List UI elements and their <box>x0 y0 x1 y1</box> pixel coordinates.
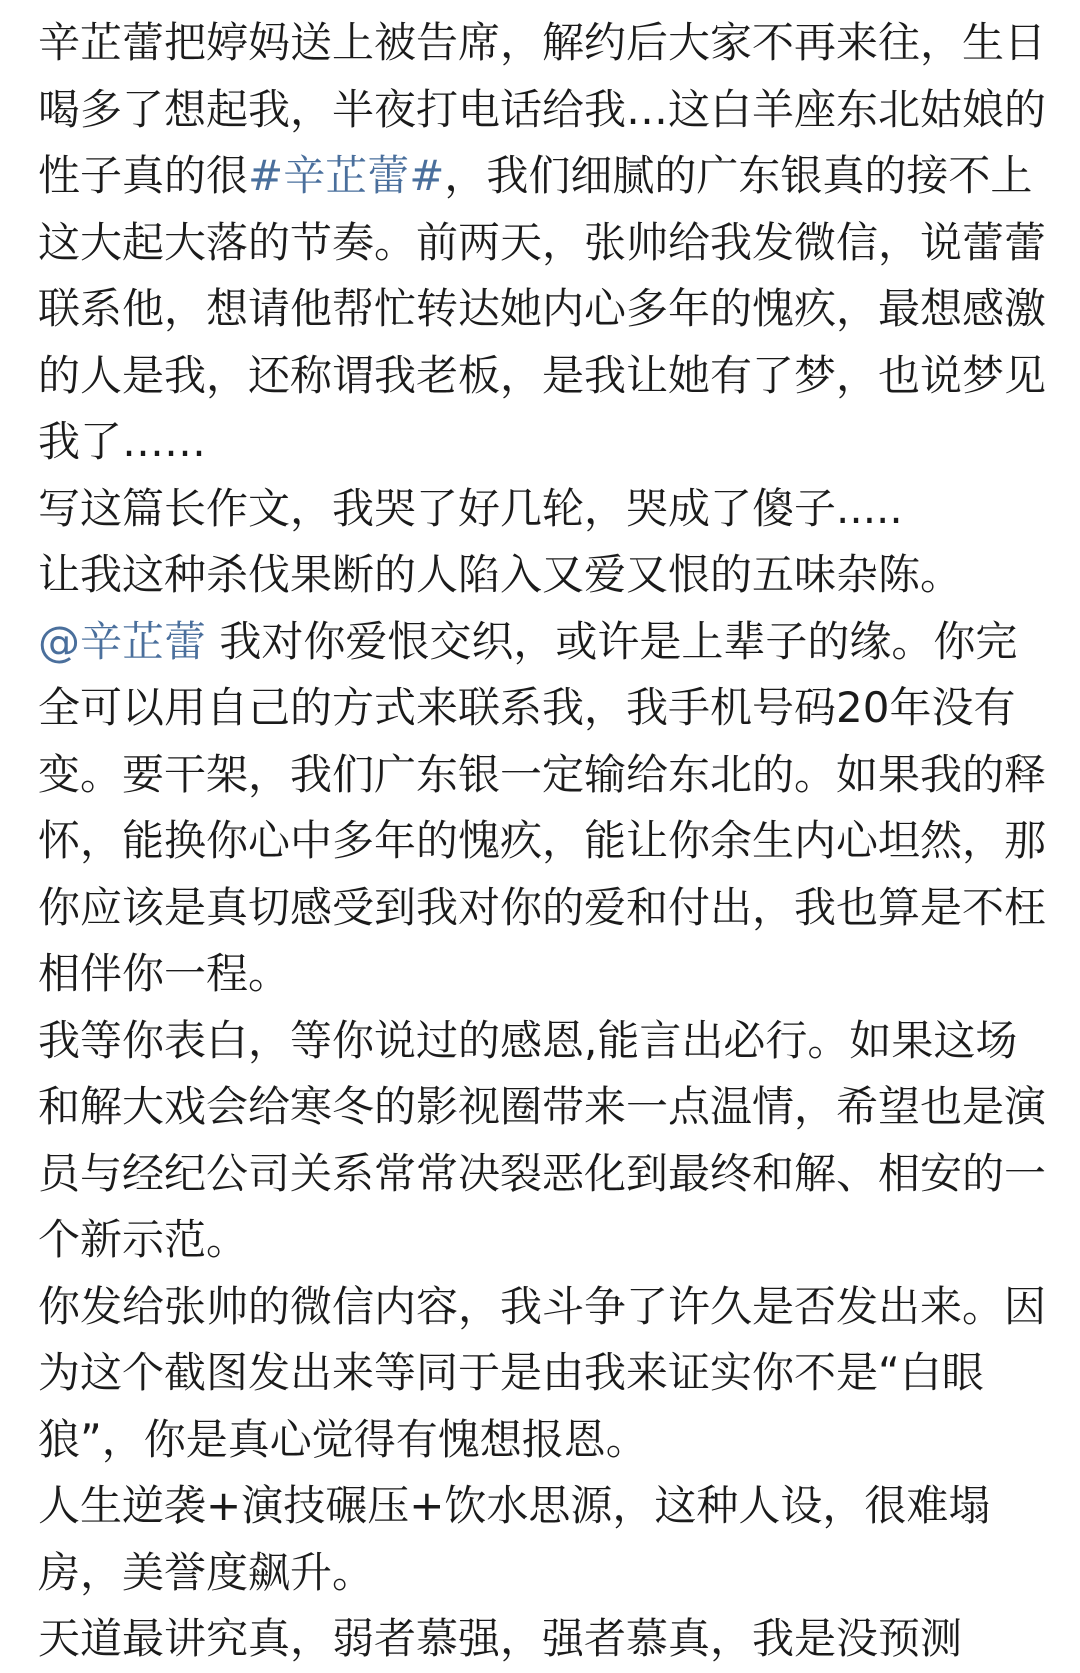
paragraph-1-text-before: 辛芷蕾把婷妈送上被告席，解约后大家不再来往，生日喝多了想起我，半夜打电话给我…这白羊座东北姑娘的性子真的很 <box>38 18 1047 200</box>
paragraph-4 <box>38 609 1050 1008</box>
post-body <box>38 10 1050 1673</box>
paragraph-5: 我等你表白，等你说过的感恩,能言出必行。如果这场和解大戏会给寒冬的影视圈带来一点温情，希望也是演员与经纪公司关系常常决裂恶化到最终和解、相安的一个新示范。 <box>38 1015 1047 1264</box>
paragraph-6: 你发给张帅的微信内容，我斗争了许久是否发出来。因为这个截图发出来等同于是由我来证实你不是“白眼狼”，你是真心觉得有愧想报恩。 <box>38 1281 1047 1464</box>
paragraph-3: 让我这种杀伐果断的人陷入又爱又恨的五味杂陈。 <box>38 550 963 599</box>
paragraph-4-text: 我对你爱恨交织，或许是上辈子的缘。你完全可以用自己的方式来联系我，我手机号码20年没有变。要干架，我们广东银一定输给东北的。如果我的释怀，能换你心中多年的愧疚，能让你余生内心坦然，那你应该是真切感受到我对你的爱和付出，我也算是不枉相伴你一程。 <box>38 616 1047 998</box>
paragraph-8: 天道最讲究真，弱者慕强，强者慕真，我是没预测 <box>38 1614 963 1663</box>
paragraph-1 <box>38 10 1050 476</box>
hashtag-link[interactable]: #辛芷蕾# <box>248 151 445 200</box>
paragraph-1-text-after: ，我们细腻的广东银真的接不上这大起大落的节奏。前两天，张帅给我发微信，说蕾蕾联系他，想请他帮忙转达她内心多年的愧疚，最想感激的人是我，还称谓我老板，是我让她有了梦，也说梦见我了…… <box>38 151 1047 466</box>
paragraph-2: 写这篇长作文，我哭了好几轮，哭成了傻子..... <box>38 483 903 533</box>
paragraph-7: 人生逆袭+演技碾压+饮水思源，这种人设，很难塌房，美誉度飙升。 <box>38 1481 991 1597</box>
mention-link[interactable]: @辛芷蕾 <box>38 616 207 666</box>
